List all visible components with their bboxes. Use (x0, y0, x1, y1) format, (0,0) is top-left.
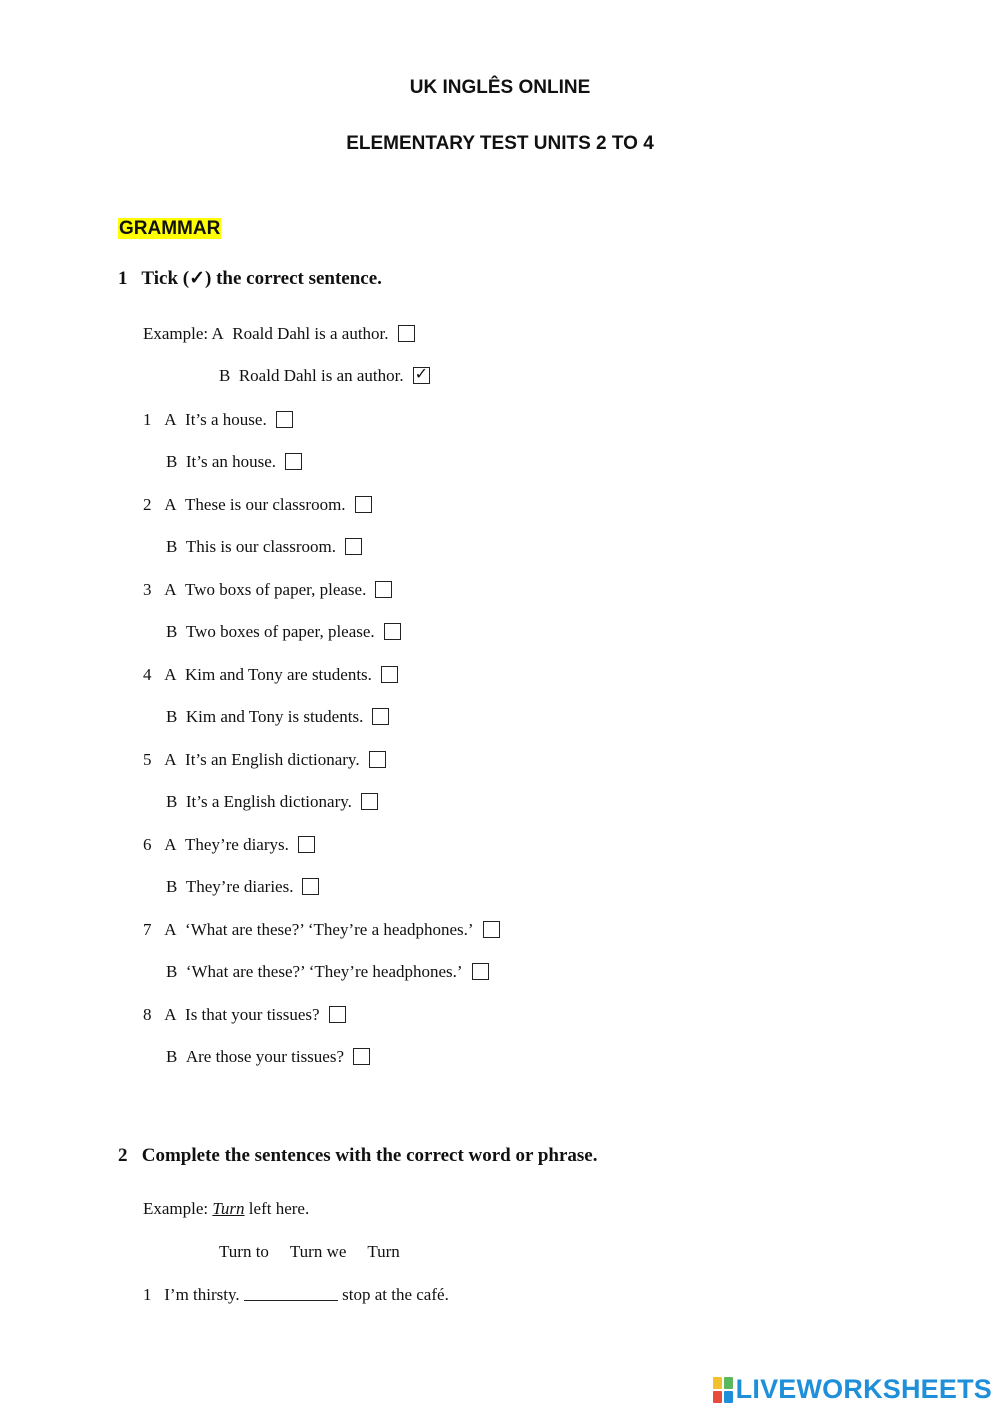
logo-text: LIVEWORKSHEETS (735, 1374, 992, 1404)
q1-item-8-a (143, 1005, 346, 1025)
q2-example (143, 1199, 309, 1219)
option-letter: A (164, 580, 177, 599)
q1-item-1-b (166, 452, 302, 472)
item-number: 1 (143, 410, 152, 429)
example-answer: Turn (212, 1199, 245, 1218)
section-label-text: GRAMMAR (119, 218, 221, 239)
school-title: UK INGLÊS ONLINE (409, 77, 591, 98)
option-letter: A (164, 495, 177, 514)
option-word: Turn we (289, 1242, 347, 1261)
logo-square (724, 1377, 733, 1389)
checkbox[interactable] (372, 708, 389, 725)
item-number: 6 (143, 835, 152, 854)
option-word: Turn (367, 1242, 400, 1261)
option-letter: A (164, 410, 177, 429)
q1-item-4-b (166, 707, 389, 727)
item-number: 4 (143, 665, 152, 684)
question-2-instruction: Complete the sentences with the correct word or phrase. (141, 1145, 598, 1166)
q2-options (219, 1242, 400, 1262)
item-text-after: stop at the café. (342, 1285, 449, 1304)
checkbox[interactable] (302, 878, 319, 895)
q1-item-3-b (166, 622, 401, 642)
section-label (118, 218, 221, 240)
option-text: It’s an house. (185, 452, 277, 471)
item-number: 7 (143, 920, 152, 939)
checkbox[interactable] (369, 751, 386, 768)
option-text: Kim and Tony is students. (185, 707, 364, 726)
checkbox[interactable] (398, 325, 415, 342)
checkbox[interactable] (345, 538, 362, 555)
checkbox[interactable] (285, 453, 302, 470)
option-word: Turn to (219, 1242, 269, 1261)
q1-item-2-b (166, 537, 362, 557)
option-text: This is our classroom. (185, 537, 336, 556)
q1-item-5-b (166, 792, 378, 812)
item-number: 3 (143, 580, 152, 599)
checkbox[interactable] (353, 1048, 370, 1065)
option-letter: A (164, 1005, 177, 1024)
question-1-heading (118, 267, 382, 290)
option-text: They’re diaries. (185, 877, 294, 896)
checkbox-checked[interactable] (413, 367, 430, 384)
question-1-instruction: Tick (✓) the correct sentence. (141, 268, 382, 289)
q1-item-3-a (143, 580, 392, 600)
checkbox[interactable] (472, 963, 489, 980)
logo-square (724, 1391, 733, 1403)
test-title: ELEMENTARY TEST UNITS 2 TO 4 (346, 133, 654, 154)
logo-square (713, 1377, 722, 1389)
option-letter: A (211, 324, 224, 343)
example-prefix: Example: (143, 324, 209, 343)
checkbox[interactable] (361, 793, 378, 810)
option-text: ‘What are these?’ ‘They’re a headphones.’ (185, 920, 474, 939)
checkbox[interactable] (355, 496, 372, 513)
option-letter: A (164, 750, 177, 769)
option-letter: B (166, 877, 178, 896)
example-rest: left here. (248, 1199, 310, 1218)
option-text: Kim and Tony are students. (185, 665, 372, 684)
checkbox[interactable] (384, 623, 401, 640)
option-text: They’re diarys. (185, 835, 289, 854)
question-2-heading (118, 1145, 597, 1167)
option-letter: B (166, 792, 178, 811)
option-text: It’s an English dictionary. (185, 750, 360, 769)
option-letter: B (166, 1047, 178, 1066)
option-text: These is our classroom. (185, 495, 346, 514)
option-letter: B (166, 537, 178, 556)
option-letter: A (164, 665, 177, 684)
option-letter: B (166, 707, 178, 726)
checkbox[interactable] (329, 1006, 346, 1023)
item-number: 5 (143, 750, 152, 769)
option-text: Are those your tissues? (185, 1047, 345, 1066)
option-text: It’s a house. (185, 410, 267, 429)
logo-mark-icon (713, 1377, 733, 1403)
option-letter: B (219, 366, 231, 385)
q1-item-8-b (166, 1047, 370, 1067)
option-text: Is that your tissues? (185, 1005, 320, 1024)
q1-item-1-a (143, 410, 293, 430)
option-letter: B (166, 622, 178, 641)
question-1-number: 1 (118, 268, 128, 289)
checkbox[interactable] (375, 581, 392, 598)
checkbox[interactable] (298, 836, 315, 853)
question-2-number: 2 (118, 1145, 128, 1166)
checkbox[interactable] (276, 411, 293, 428)
item-number: 1 (143, 1285, 152, 1304)
item-text-before: I’m thirsty. (164, 1285, 240, 1304)
checkbox[interactable] (381, 666, 398, 683)
option-letter: A (164, 835, 177, 854)
q1-item-6-b (166, 877, 319, 897)
option-letter: B (166, 452, 178, 471)
item-number: 2 (143, 495, 152, 514)
logo-square (713, 1391, 722, 1403)
q1-item-6-a (143, 835, 315, 855)
option-text: Roald Dahl is a author. (232, 324, 389, 343)
option-letter: B (166, 962, 178, 981)
option-text: Roald Dahl is an author. (238, 366, 404, 385)
option-text: Two boxs of paper, please. (185, 580, 367, 599)
example-prefix: Example: (143, 1199, 209, 1218)
checkbox[interactable] (483, 921, 500, 938)
q1-item-7-b (166, 962, 489, 982)
q1-example-b (219, 366, 430, 386)
q1-item-4-a (143, 665, 398, 685)
option-letter: A (164, 920, 177, 939)
q1-item-2-a (143, 495, 372, 515)
item-number: 8 (143, 1005, 152, 1024)
answer-blank[interactable] (244, 1286, 338, 1301)
q2-item-1 (143, 1285, 449, 1305)
q1-item-7-a (143, 920, 500, 940)
q1-example-a (143, 324, 415, 344)
option-text: Two boxes of paper, please. (185, 622, 375, 641)
liveworksheets-logo (713, 1374, 992, 1405)
option-text: It’s a English dictionary. (185, 792, 352, 811)
q1-item-5-a (143, 750, 386, 770)
option-text: ‘What are these?’ ‘They’re headphones.’ (185, 962, 463, 981)
